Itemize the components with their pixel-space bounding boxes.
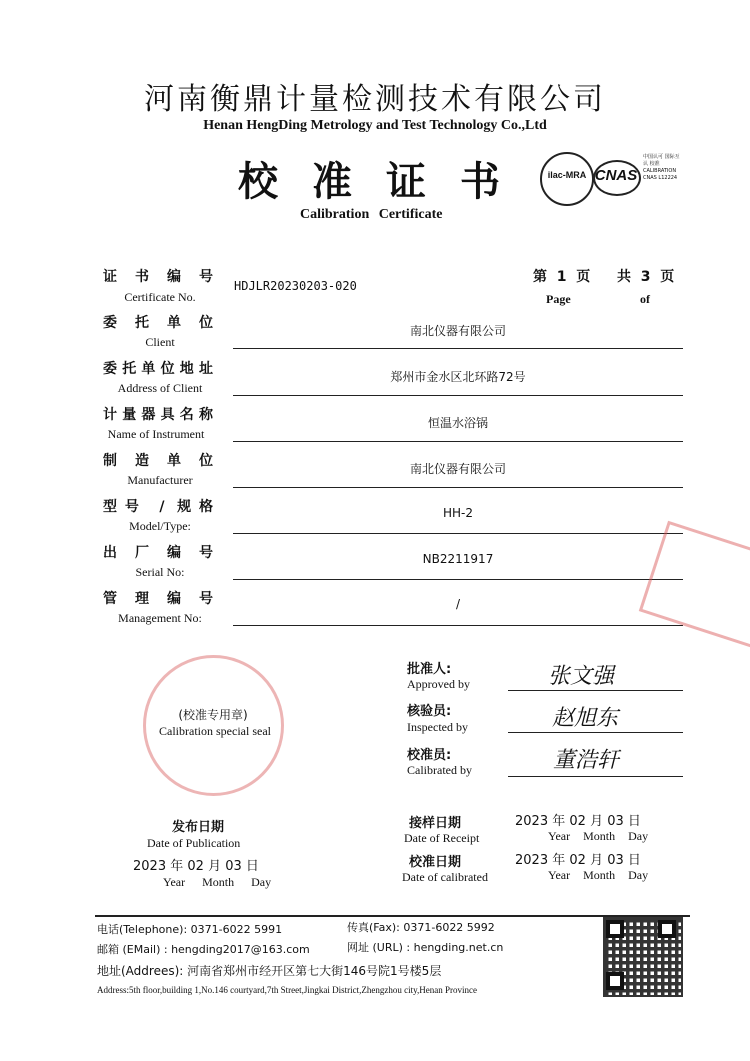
client-underline — [233, 348, 683, 349]
publication-date-units — [163, 875, 271, 890]
approved-by-label-en: Approved by — [407, 677, 470, 691]
approved-by-label-cn: 批准人: — [407, 662, 452, 677]
calibration-month: 02 — [569, 853, 586, 868]
year-en: Year — [548, 868, 571, 882]
receipt-year: 2023 — [515, 814, 549, 829]
day-en: Day — [251, 875, 272, 889]
manufacturer-label-en: Manufacturer — [127, 473, 193, 487]
publication-month: 02 — [187, 859, 204, 874]
client-address-underline — [233, 395, 683, 396]
page-label-1: 第 — [533, 269, 547, 285]
calibration-date-units — [548, 868, 648, 883]
instrument-name-value: 恒温水浴锅 — [427, 416, 488, 430]
page-en-label: Page — [546, 292, 571, 306]
seal-label-en: Calibration special seal — [159, 724, 271, 738]
calibration-date-value — [515, 849, 641, 868]
calibrated-by-underline — [508, 776, 683, 777]
serial-label-cn: 出厂编号 — [103, 545, 213, 561]
client-address-value: 郑州市金水区北环路72号 — [390, 370, 526, 384]
publication-date-label-en: Date of Publication — [147, 836, 241, 850]
footer-address-en: Address:5th floor,building 1,No.146 courtyard,7th Street,Jingkai District,Zhengzhou city,Henan Province — [97, 985, 477, 995]
page-label-2: 页 — [576, 269, 591, 285]
receipt-month: 02 — [569, 814, 586, 829]
qr-finder-top-right — [658, 920, 676, 938]
manufacturer-value: 南北仪器有限公司 — [409, 462, 506, 476]
manufacturer-underline — [233, 487, 683, 488]
page-current: 1 — [556, 269, 567, 285]
instrument-name-underline — [233, 441, 683, 442]
inspected-by-label-en: Inspected by — [407, 720, 468, 734]
company-name-en: Henan HengDing Metrology and Test Technology Co.,Ltd — [203, 118, 547, 133]
client-label-cn: 委托单位 — [103, 315, 213, 331]
page-total-indicator — [617, 266, 674, 286]
approved-by-underline — [508, 690, 683, 691]
perforation-stamp — [639, 521, 750, 655]
calibrated-by-label-en: Calibrated by — [407, 763, 472, 777]
footer-url: 网址 (URL) : hengding.net.cn — [347, 941, 504, 954]
month-en: Month — [202, 875, 235, 889]
publication-day: 03 — [225, 859, 242, 874]
page-label-4: 页 — [660, 269, 675, 285]
month-en: Month — [583, 868, 616, 882]
inspected-by-underline — [508, 732, 683, 733]
page-total: 3 — [640, 269, 651, 285]
page-indicator — [533, 266, 590, 286]
month-char: 月 — [590, 814, 604, 829]
instrument-name-label-cn: 计量器具名称 — [103, 407, 213, 423]
year-char: 年 — [170, 859, 184, 874]
company-name-cn: 河南衡鼎计量检测技术有限公司 — [144, 82, 606, 117]
instrument-name-label-en: Name of Instrument — [107, 427, 205, 441]
serial-label-en: Serial No: — [135, 565, 185, 579]
of-en-label: of — [640, 292, 650, 306]
receipt-date-value — [515, 810, 641, 829]
publication-date-value — [133, 855, 259, 874]
client-address-label-cn: 委托单位地址 — [103, 361, 213, 377]
certificate-no-value: HDJLR20230203-020 — [234, 279, 357, 293]
day-char: 日 — [627, 853, 641, 868]
month-char: 月 — [590, 853, 604, 868]
qr-finder-top-left — [606, 920, 624, 938]
year-char: 年 — [552, 814, 566, 829]
manufacturer-label-cn: 制造单位 — [103, 453, 213, 469]
footer-fax: 传真(Fax): 0371-6022 5992 — [347, 921, 495, 934]
model-value: HH-2 — [442, 506, 473, 520]
day-char: 日 — [627, 814, 641, 829]
footer-telephone: 电话(Telephone): 0371-6022 5991 — [97, 923, 283, 936]
certificate-title-cn: 校准证书 — [238, 158, 534, 205]
qr-finder-bottom-left — [606, 972, 624, 990]
management-no-label-cn: 管理编号 — [103, 591, 213, 607]
seal-label-cn: (校准专用章) — [178, 708, 248, 722]
inspected-by-label-cn: 核验员: — [407, 704, 452, 719]
inspected-by-signature: 赵旭东 — [552, 706, 619, 731]
month-char: 月 — [208, 859, 222, 874]
month-en: Month — [583, 829, 616, 843]
receipt-date-label-cn: 接样日期 — [409, 816, 462, 831]
client-address-label-en: Address of Client — [117, 381, 203, 395]
ilac-mra-label: ilac-MRA — [547, 170, 587, 180]
management-no-label-en: Management No: — [118, 611, 202, 625]
calibration-day: 03 — [607, 853, 624, 868]
model-underline — [233, 533, 683, 534]
cnas-accreditation-text: 中国认可 国际互认 校准 CALIBRATION CNAS L12224 — [643, 154, 680, 181]
cnas-label: CNAS — [594, 167, 638, 184]
client-label-en: Client — [145, 335, 175, 349]
receipt-date-units — [548, 829, 648, 844]
footer-divider — [95, 915, 690, 917]
calibration-year: 2023 — [515, 853, 549, 868]
year-char: 年 — [552, 853, 566, 868]
footer-address-cn: 地址(Addrees): 河南省郑州市经开区第七大街146号院1号楼5层 — [97, 964, 442, 978]
year-en: Year — [548, 829, 571, 843]
day-en: Day — [628, 868, 649, 882]
calibrated-by-signature: 董浩轩 — [553, 748, 620, 773]
management-no-underline — [233, 625, 683, 626]
serial-value: NB2211917 — [422, 552, 494, 566]
model-label-en: Model/Type: — [129, 519, 191, 533]
model-label-cn: 型号 / 规格 — [103, 499, 213, 515]
receipt-date-label-en: Date of Receipt — [404, 831, 480, 845]
calibration-date-label-cn: 校准日期 — [409, 855, 462, 870]
year-en: Year — [163, 875, 186, 889]
management-no-value: / — [455, 597, 461, 611]
approved-by-signature: 张文强 — [548, 664, 615, 689]
publication-year: 2023 — [133, 859, 167, 874]
certificate-no-label-cn: 证书编号 — [103, 269, 213, 285]
day-char: 日 — [245, 859, 259, 874]
footer-email: 邮箱 (EMail) : hengding2017@163.com — [97, 943, 310, 956]
client-value: 南北仪器有限公司 — [409, 324, 506, 338]
page-label-3: 共 — [617, 269, 631, 285]
calibrated-by-label-cn: 校准员: — [407, 748, 452, 763]
day-en: Day — [628, 829, 649, 843]
publication-date-label-cn: 发布日期 — [172, 820, 225, 835]
receipt-day: 03 — [607, 814, 624, 829]
certificate-no-label-en: Certificate No. — [124, 290, 196, 304]
serial-underline — [233, 579, 683, 580]
certificate-title-en: Calibration Certificate — [300, 207, 443, 222]
calibration-date-label-en: Date of calibrated — [402, 870, 488, 884]
